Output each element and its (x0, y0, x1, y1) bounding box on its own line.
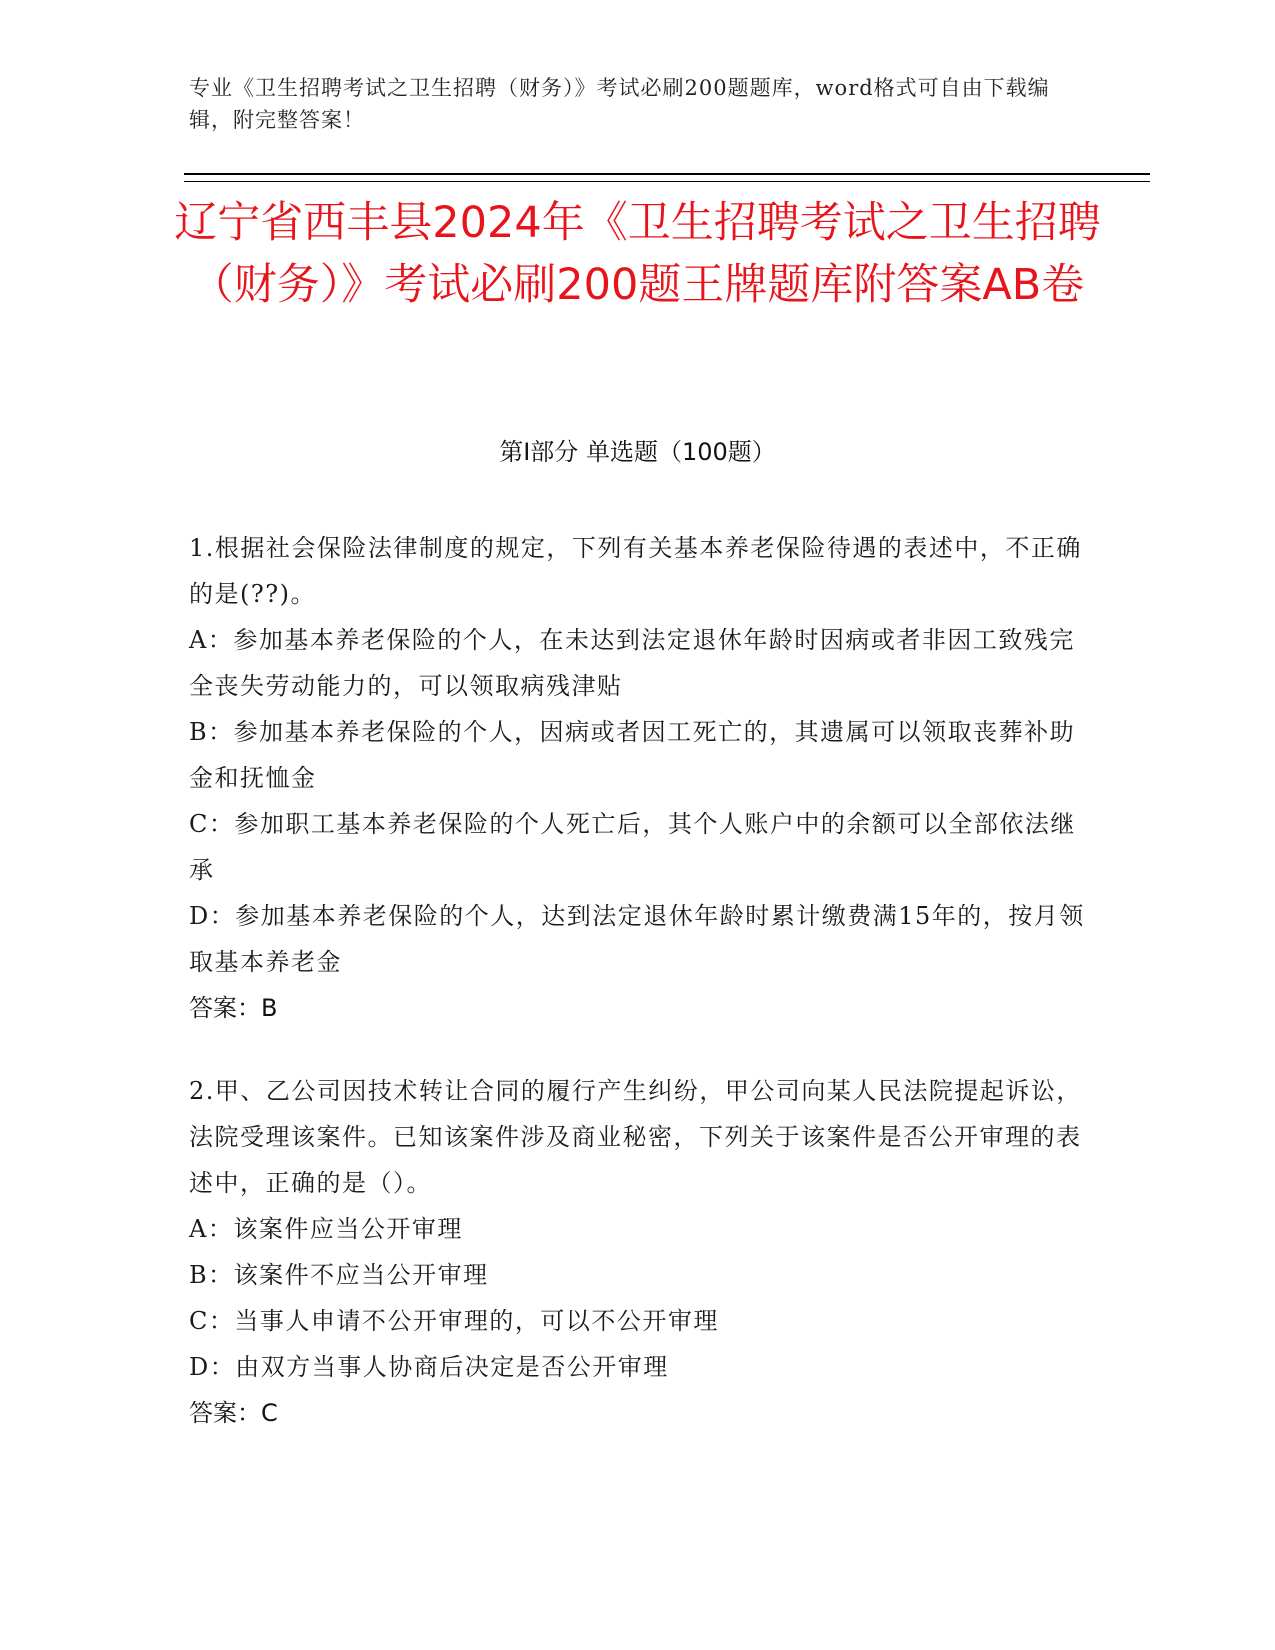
question-list (189, 525, 1089, 1473)
option-c: C：参加职工基本养老保险的个人死亡后，其个人账户中的余额可以全部依法继承 (189, 810, 1076, 884)
option-a: A：参加基本养老保险的个人，在未达到法定退休年龄时因病或者非因工致残完全丧失劳动能力的，可以领取病残津贴 (189, 626, 1075, 700)
header-note: 专业《卫生招聘考试之卫生招聘（财务）》考试必刷200题题库，word格式可自由下载编辑，附完整答案！ (189, 76, 1050, 132)
option-c: C：当事人申请不公开审理的，可以不公开审理 (189, 1307, 719, 1335)
header-rule-thin (184, 181, 1150, 182)
question-2 (189, 1068, 1089, 1436)
option-b: B：该案件不应当公开审理 (189, 1261, 489, 1289)
question-1 (189, 525, 1089, 1031)
document-title: 辽宁省西丰县2024年《卫生招聘考试之卫生招聘（财务）》考试必刷200题王牌题库附答案AB卷 (174, 198, 1101, 310)
option-d: D：参加基本养老保险的个人，达到法定退休年龄时累计缴费满15年的，按月领取基本养老金 (189, 902, 1085, 976)
question-text: 1.根据社会保险法律制度的规定，下列有关基本养老保险待遇的表述中，不正确的是(??)。 (189, 534, 1082, 608)
answer: 答案：C (189, 1399, 278, 1427)
question-text: 2.甲、乙公司因技术转让合同的履行产生纠纷，甲公司向某人民法院提起诉讼，法院受理该案件。已知该案件涉及商业秘密，下列关于该案件是否公开审理的表述中，正确的是（）。 (189, 1077, 1082, 1197)
section-heading: 第Ⅰ部分 单选题（100题） (499, 438, 776, 466)
option-b: B：参加基本养老保险的个人，因病或者因工死亡的，其遗属可以领取丧葬补助金和抚恤金 (189, 718, 1076, 792)
header-rule-thick (184, 173, 1150, 175)
answer: 答案：B (189, 994, 278, 1022)
option-a: A：该案件应当公开审理 (189, 1215, 463, 1243)
option-d: D：由双方当事人协商后决定是否公开审理 (189, 1353, 669, 1381)
